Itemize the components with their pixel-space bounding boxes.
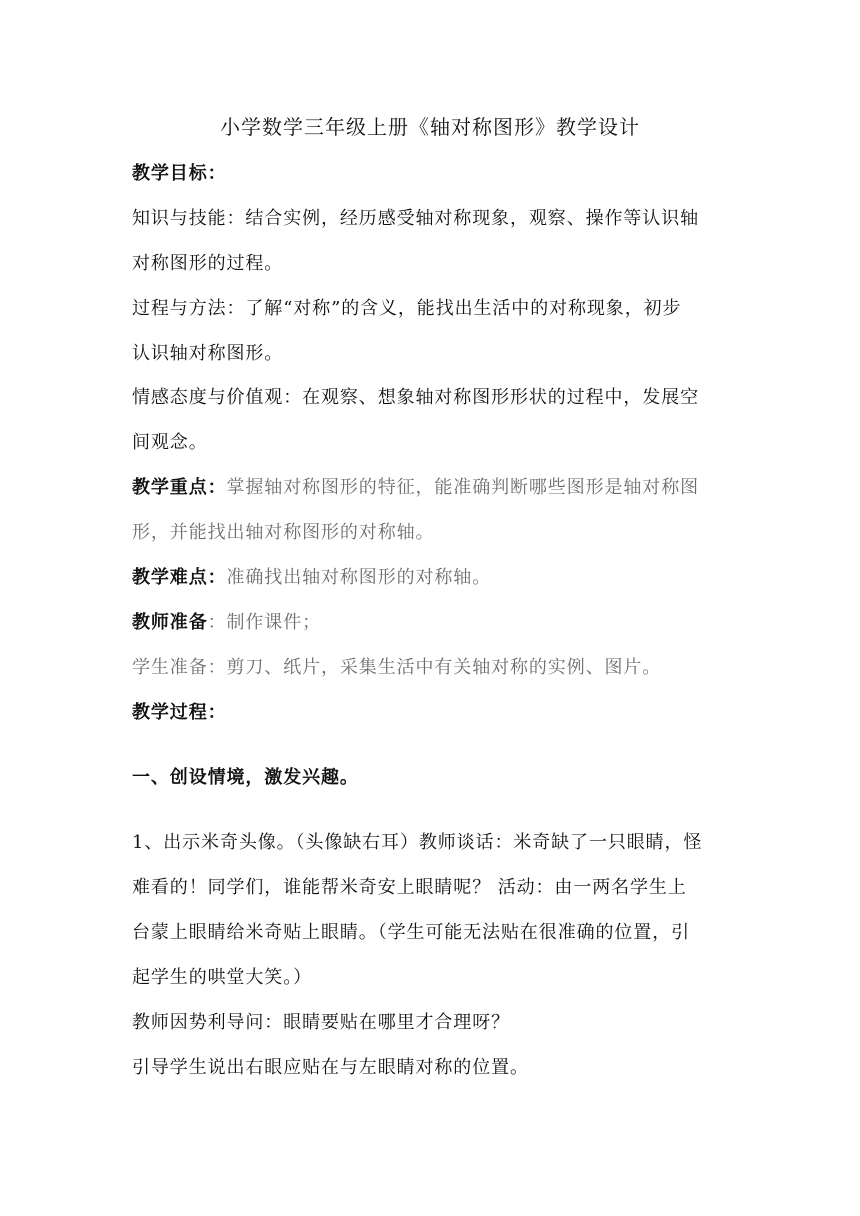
teacher-prep-label: 教师准备 bbox=[132, 612, 208, 633]
teacher-prep-line bbox=[132, 609, 742, 637]
process-method-line-1: 过程与方法：了解“对称”的含义，能找出生活中的对称现象，初步 bbox=[132, 298, 682, 319]
activity-1-line-4: 起学生的哄堂大笑。） bbox=[132, 967, 312, 988]
difficulty-text: 准确找出轴对称图形的对称轴。 bbox=[226, 567, 492, 588]
activity-1-line-1: 1、出示米奇头像。（头像缺右耳）教师谈话：米奇缺了一只眼睛，怪 bbox=[132, 832, 703, 853]
emotion-values-line-1: 情感态度与价值观：在观察、想象轴对称图形形状的过程中，发展空 bbox=[132, 387, 699, 408]
emotion-values-line-2: 间观念。 bbox=[132, 432, 208, 453]
teacher-question-line: 教师因势利导问：眼睛要贴在哪里才合理呀？ bbox=[132, 1012, 510, 1033]
objectives-heading: 教学目标： bbox=[132, 163, 227, 184]
knowledge-skills-line-2: 对称图形的过程。 bbox=[132, 253, 284, 274]
process-heading: 教学过程： bbox=[132, 702, 227, 723]
key-point-line-1 bbox=[132, 474, 742, 502]
key-point-text: 掌握轴对称图形的特征，能准确判断哪些图形是轴对称图 bbox=[226, 477, 699, 498]
student-prep-line: 学生准备：剪刀、纸片，采集生活中有关轴对称的实例、图片。 bbox=[132, 657, 662, 678]
section-1-heading: 一、创设情境，激发兴趣。 bbox=[132, 767, 359, 788]
activity-1-line-3: 台蒙上眼睛给米奇贴上眼睛。（学生可能无法贴在很准确的位置，引 bbox=[132, 922, 690, 943]
guide-students-line: 引导学生说出右眼应贴在与左眼睛对称的位置。 bbox=[132, 1057, 529, 1078]
difficulty-line bbox=[132, 564, 742, 592]
activity-1-line-2: 难看的！同学们，谁能帮米奇安上眼睛呢？ 活动：由一两名学生上 bbox=[132, 877, 687, 898]
process-method-line-2: 认识轴对称图形。 bbox=[132, 343, 284, 364]
document-title: 小学数学三年级上册《轴对称图形》教学设计 bbox=[220, 115, 640, 139]
teacher-prep-text: ：制作课件； bbox=[207, 612, 322, 633]
key-point-line-2: 形，并能找出轴对称图形的对称轴。 bbox=[132, 522, 435, 543]
key-point-label: 教学重点： bbox=[132, 477, 227, 498]
difficulty-label: 教学难点： bbox=[132, 567, 227, 588]
knowledge-skills-line-1: 知识与技能：结合实例，经历感受轴对称现象，观察、操作等认识轴 bbox=[132, 208, 699, 229]
